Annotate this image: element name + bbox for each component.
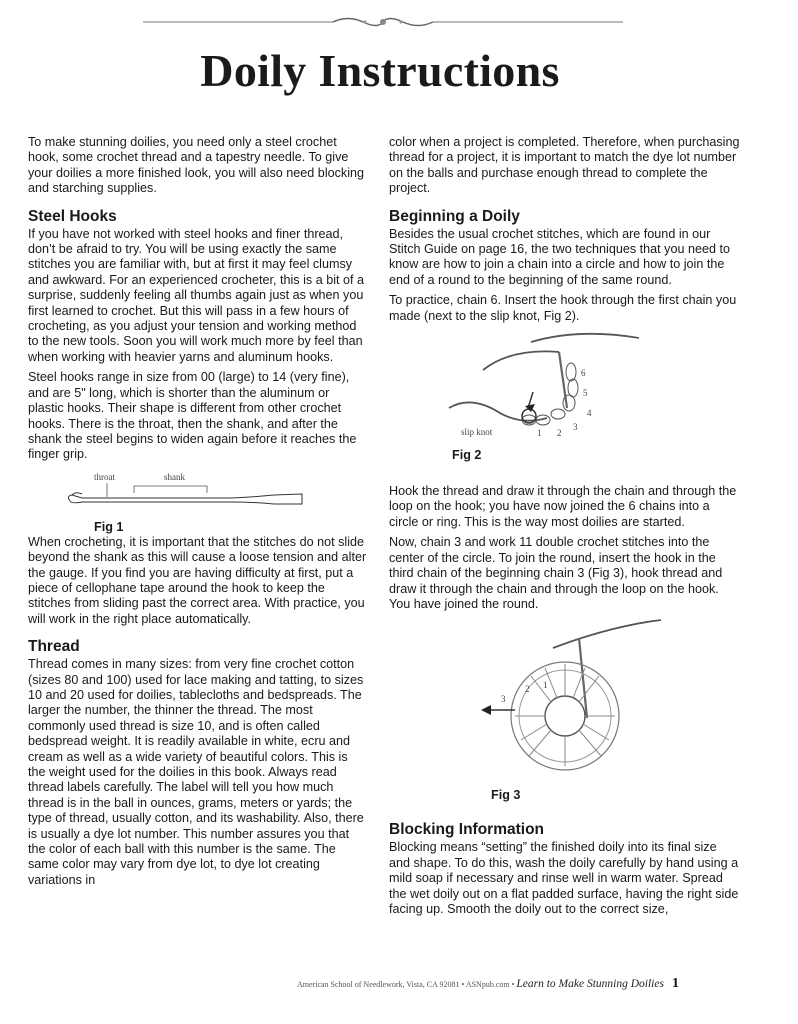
thread-heading: Thread [28,638,80,656]
intro-paragraph: To make stunning doilies, you need only a steel crochet hook, some crochet thread and a tapestry needle. To give your doilies a more finished look, you will also need blocking and starching supplies. [28,135,365,196]
throat-label: throat [94,471,115,482]
svg-text:4: 4 [587,408,592,419]
ornament-divider [143,12,623,32]
slip-knot-label: slip knot [461,427,493,438]
joined-round-illustration [461,618,661,786]
left-column [28,135,368,893]
svg-text:3: 3 [573,422,578,433]
beginning-paragraph-1: Besides the usual crochet stitches, which are found in our Stitch Guide on page 16, the two techniques that you need to know are how to join a chain into a circle and how to join the end of a round to the beginning of the same round. [389,226,730,287]
steel-hooks-paragraph-3: When crocheting, it is important that the stitches do not slide beyond the shank as this will cause a loose tension and alter the gauge. If you find you are having difficulty at first, put a piece of cellophane tape around the hook to keep the stitches from sliding past the correct area. With practice, you will work in the right place automatically. [28,534,367,626]
fig2-caption: Fig 2 [452,448,482,463]
page-title: Doily Instructions [200,45,560,96]
beginning-doily-heading: Beginning a Doily [389,207,520,225]
fig1-caption: Fig 1 [94,519,124,534]
svg-text:5: 5 [583,388,588,399]
page-footer [297,976,737,992]
thread-continued-paragraph: color when a project is completed. Therefore, when purchasing thread for a project, it is important to match the dye lot number on the balls and purchase enough thread to complete the project. [389,135,740,196]
figure-3 [389,618,740,810]
figure-2 [389,330,740,480]
steel-hooks-paragraph-2: Steel hooks range in size from 00 (large) to 14 (very fine), and are 5" long, which is shorter than the aluminum or plastic hooks. Their shape is different from other crochet hooks. There is the throat, then the shank, and after the shank the steel begins to widen again before it reaches the finger grip. [28,370,357,462]
fig3-caption: Fig 3 [491,788,521,803]
beginning-paragraph-4: Now, chain 3 and work 11 double crochet stitches into the center of the circle. To join the round, insert the hook in the third chain of the beginning chain 3 (Fig 3), hook thread and draw it through the chain and through the loop on the hook. You have joined the round. [389,535,723,611]
svg-text:2: 2 [557,428,562,439]
right-column [389,135,740,922]
footer-book-title: Learn to Make Stunning Doilies [516,978,664,990]
footer-publisher: American School of Needlework, Vista, CA 92081 • ASNpub.com • [297,980,515,989]
svg-text:3: 3 [501,694,506,705]
chain-ring-illustration [439,330,659,448]
beginning-paragraph-3: Hook the thread and draw it through the chain and through the loop on the hook; you have now joined the 6 chains into a circle or ring. This is the way most doilies are started. [389,484,737,529]
page-number: 1 [671,976,679,991]
steel-hooks-heading: Steel Hooks [28,207,117,225]
svg-text:1: 1 [543,680,548,691]
thread-paragraph: Thread comes in many sizes: from very fine crochet cotton (sizes 80 and 100) used for lace making and tatting, to sizes 10 and 20 used for doilies, tablecloths and bedspreads. The larger the number, the thinner the thread. The most commonly used thread is size 10, and is often called bedspread weight. It is readily available in white, ecru and cream as well as a wide variety of beautiful colors. This is the weight used for the doilies in this book. Always read thread labels carefully. The label will tell you how much thread is in the ball in ounces, grams, meters or yards; the type of thread, usually cotton, and its washability. Also, there is usually a dye lot number. This number assures you that the color of each ball with this number is the same. The same color may vary from dye lot, to dye lot creating variations in [28,657,364,887]
shank-label: shank [164,471,185,482]
blocking-heading: Blocking Information [389,821,544,839]
svg-text:1: 1 [537,428,542,439]
steel-hooks-paragraph-1: If you have not worked with steel hooks and finer thread, don’t be afraid to try. You will be using exactly the same stitches you are familiar with, but at first it may feel clumsy and awkward. For an experienced crocheter, this is a bit of a surprise, suddenly feeling all thumbs again just as when you first learned to crochet. But this will pass in a few hours of crocheting, as you adjust your tension and working method to the new tools. Soon you will work much more by feel than when working with heavier yarns and aluminum hooks. [28,226,365,364]
figure-1 [28,471,368,534]
blocking-paragraph: Blocking means “setting” the finished doily into its final size and shape. To do this, wash the doily carefully by hand using a mild soap if necessary and rinse well in warm water. Spread the wet doily out on a flat padded surface, having the right side facing up. Smooth the doily out to the correct size, [389,840,739,916]
svg-text:2: 2 [525,684,530,695]
svg-text:6: 6 [581,368,586,379]
crochet-hook-illustration [62,471,312,519]
beginning-paragraph-2: To practice, chain 6. Insert the hook through the first chain you made (next to the slip knot, Fig 2). [389,293,737,323]
